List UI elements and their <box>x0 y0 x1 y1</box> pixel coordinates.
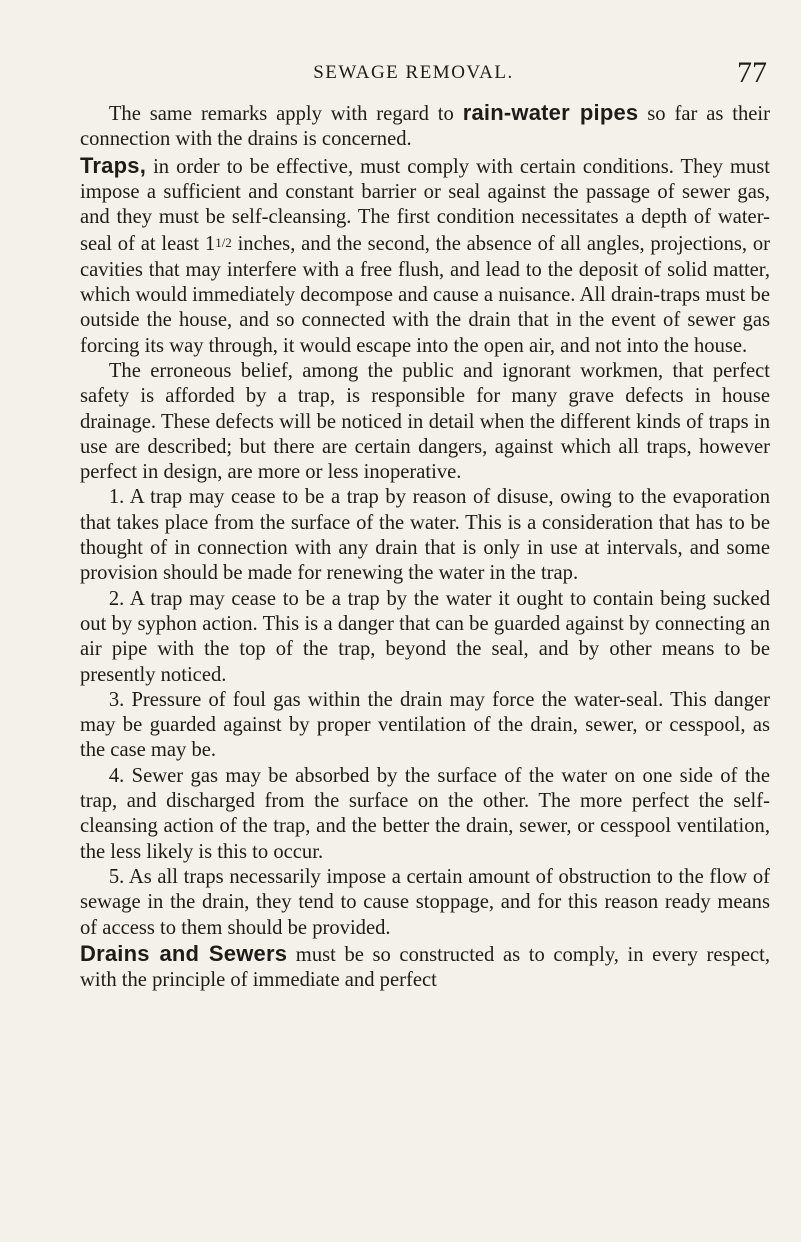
paragraph-text: The same remarks apply with regard to <box>108 103 463 125</box>
list-item-2: 2. A trap may cease to be a trap by the water it ought to contain being sucked out by syphon action. This is a danger that can be guarded against by connecting an air pipe with the top of the trap, beyond the seal, and by other means to be presently noticed. <box>80 587 770 686</box>
paragraph-erroneous-belief: The erroneous belief, among the public and ignorant workmen, that perfect safety is afforded by a trap, is responsible for many grave defects in house drainage. These defects will be noticed in detail when the different kinds of traps in use are described; but there are certain dangers, against which all traps, however perfect in design, are more or less inoperative. <box>80 359 770 484</box>
list-item-1: 1. A trap may cease to be a trap by reason of disuse, owing to the evaporation that takes place from the surface of the water. This is a consideration that has to be thought of in connection with any drain that is only in use at intervals, and some provision should be made for renewing the water in the trap. <box>80 486 770 585</box>
paragraph-traps <box>80 153 770 359</box>
page-number: 77 <box>737 56 767 89</box>
side-heading-drains-and-sewers: Drains and Sewers <box>80 940 288 966</box>
paragraph-text: in order to be effective, must comply with certain conditions. They must impose a sufficient and constant barrier or seal against the passage of sewer gas, and they must be self-cleansing. The first condition necessitates a depth of water-seal of at least 1 <box>80 155 770 256</box>
paragraph-text: so far as their connection with the drains is concerned. <box>80 103 771 151</box>
list-item-4: 4. Sewer gas may be absorbed by the surface of the water on one side of the trap, and discharged from the surface on the other. The more perfect the self-cleansing action of the trap, and the better the drain, sewer, or cesspool ventilation, the less likely is this to occur. <box>80 764 770 863</box>
fraction-one-half: 1/2 <box>215 235 232 251</box>
side-heading-rain-water-pipes: rain-water pipes <box>462 100 639 125</box>
paragraph-drains-and-sewers <box>80 941 770 994</box>
running-title: SEWAGE REMOVAL. <box>313 62 514 83</box>
paragraph-text: must be so constructed as to comply, in every respect, with the principle of immediate and perfect <box>80 943 770 992</box>
running-head <box>56 58 771 90</box>
body-text <box>80 100 770 993</box>
paragraph-text: inches, and the second, the absence of all angles, projections, or cavities that may interfere with a free flush, and lead to the deposit of solid matter, which would immediately decompose and cause a nuisance. All drain-traps must be outside the house, and so connected with the drain that in the event of sewer gas forcing its way through, it would escape into the open air, and not into the house. <box>80 233 770 357</box>
list-item-3: 3. Pressure of foul gas within the drain may force the water-seal. This danger may be guarded against by proper ventilation of the drain, sewer, or cesspool, as the case may be. <box>80 688 770 762</box>
list-item-5: 5. As all traps necessarily impose a certain amount of obstruction to the flow of sewage in the drain, they tend to cause stoppage, and for this reason ready means of access to them should be provided. <box>80 865 770 939</box>
side-heading-traps: Traps, <box>80 152 147 178</box>
paragraph-rain-water-pipes <box>80 100 770 153</box>
